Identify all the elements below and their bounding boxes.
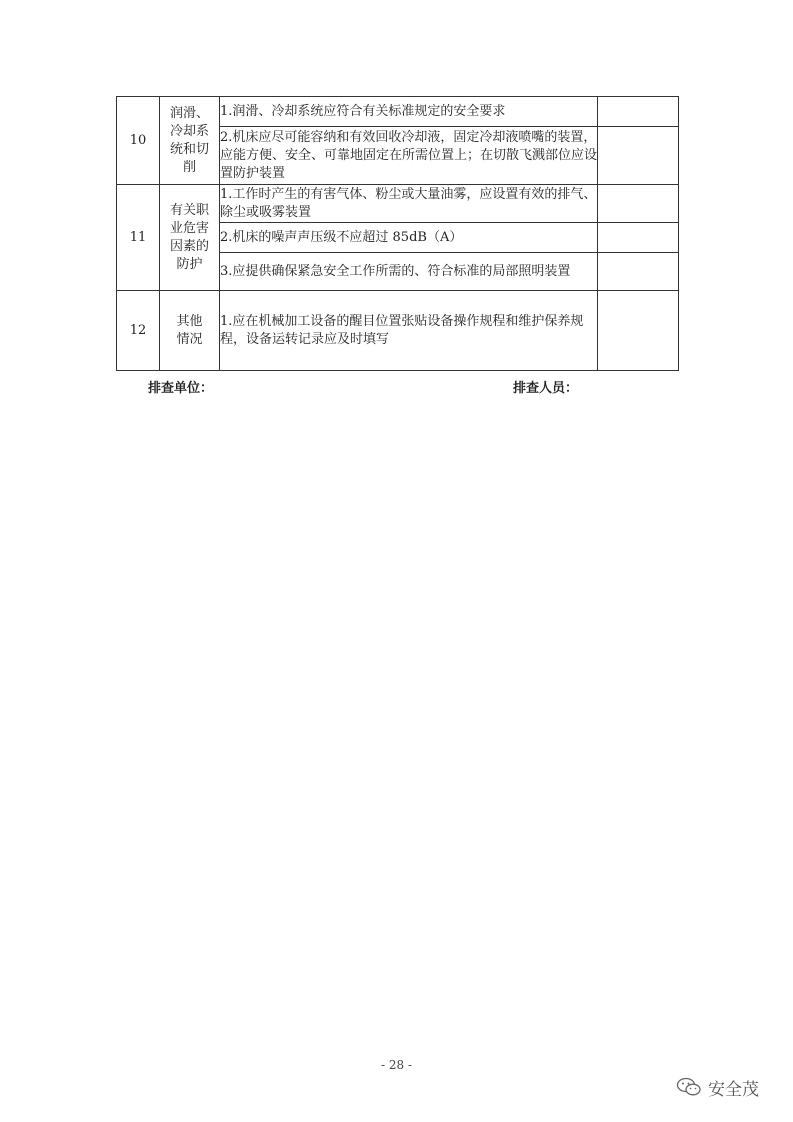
- category-line: 冷却系: [169, 123, 209, 139]
- check-item: 1.工作时产生的有害气体、粉尘或大量油雾，应设置有效的排气、除尘或吸雾装置: [220, 185, 598, 223]
- result-cell: [598, 97, 679, 127]
- inspection-table: [116, 96, 679, 371]
- category-line: 业危害: [169, 220, 209, 236]
- table-row: [117, 97, 679, 127]
- page-number: - 28 -: [380, 1058, 412, 1072]
- wechat-icon: [676, 1077, 702, 1097]
- table-row: [117, 185, 679, 223]
- result-cell: [598, 223, 679, 253]
- result-cell: [598, 185, 679, 223]
- category-line: 统和切: [169, 141, 209, 157]
- row-number: 10: [117, 97, 160, 185]
- check-item: 1.应在机械加工设备的醒目位置张贴设备操作规程和维护保养规程，设备运转记录应及时填写: [220, 291, 598, 371]
- category-line: 情况: [176, 331, 203, 347]
- category-cell: [160, 291, 220, 371]
- result-cell: [598, 253, 679, 291]
- category-cell: [160, 185, 220, 291]
- inspector-label: 排查人员：: [513, 381, 579, 396]
- result-cell: [598, 127, 679, 185]
- check-item: 2.机床的噪声声压级不应超过 85dB（A）: [220, 223, 598, 253]
- category-cell: [160, 97, 220, 185]
- result-cell: [598, 291, 679, 371]
- check-item: 1.润滑、冷却系统应符合有关标准规定的安全要求: [220, 97, 598, 127]
- category-line: 防护: [176, 256, 203, 272]
- signature-footer: [0, 377, 793, 397]
- watermark-text: 安全茂: [708, 1079, 759, 1100]
- table-row: [117, 291, 679, 371]
- category-line: 润滑、: [169, 105, 209, 121]
- check-item: 2.机床应尽可能容纳和有效回收冷却液，固定冷却液喷嘴的装置，应能方便、安全、可靠地固定在所需位置上；在切散飞溅部位应设置防护装置: [220, 127, 598, 185]
- category-line: 因素的: [169, 238, 209, 254]
- inspection-unit-label: 排查单位：: [148, 381, 214, 396]
- check-item: 3.应提供确保紧急安全工作所需的、符合标准的局部照明装置: [220, 253, 598, 291]
- category-line: 有关职: [169, 202, 209, 218]
- category-line: 削: [182, 159, 196, 175]
- row-number: 11: [117, 185, 160, 291]
- row-number: 12: [117, 291, 160, 371]
- category-line: 其他: [176, 313, 203, 329]
- watermark: [676, 1075, 759, 1099]
